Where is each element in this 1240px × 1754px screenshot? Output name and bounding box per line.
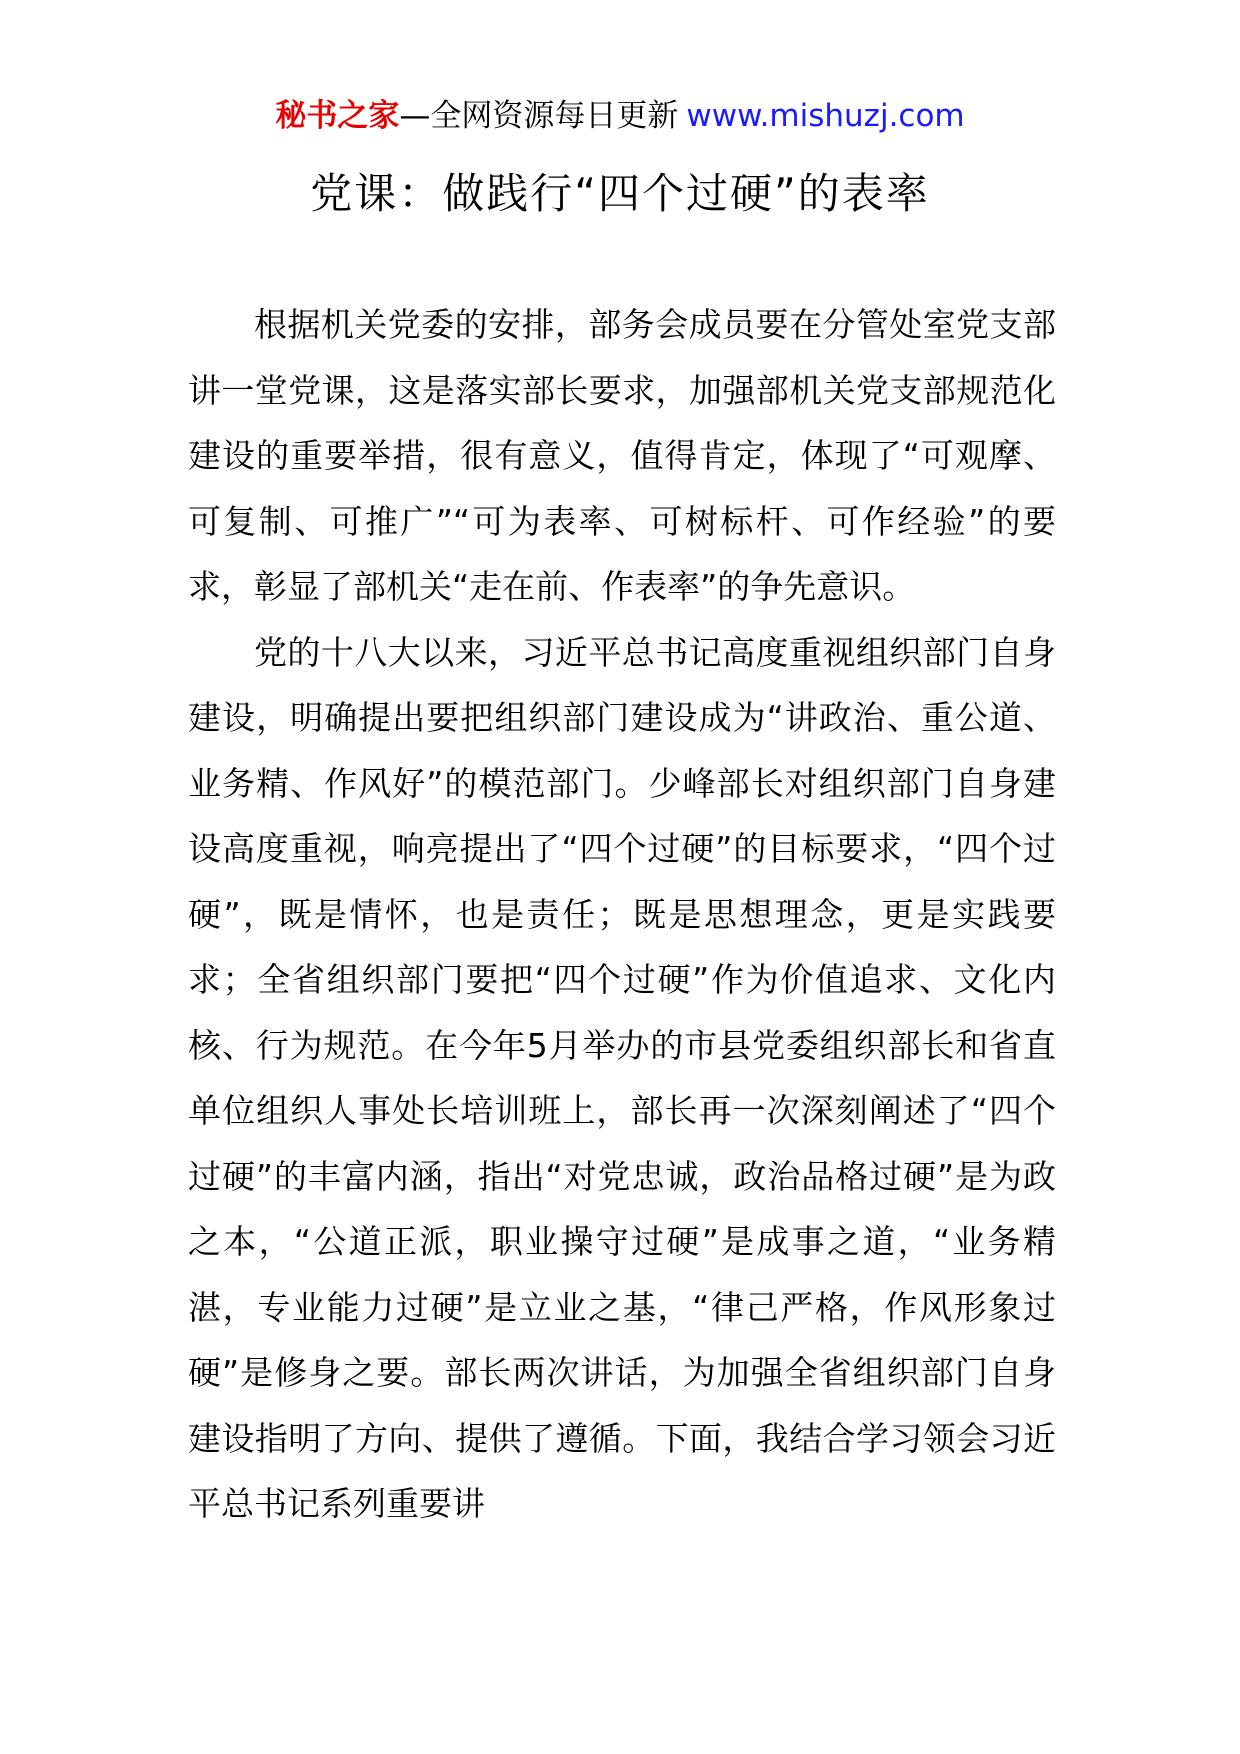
site-brand: 秘书之家: [275, 98, 400, 134]
site-tagline: —全网资源每日更新: [399, 98, 679, 134]
site-url-link[interactable]: www.mishuzj.com: [686, 98, 965, 134]
document-body: [188, 292, 1056, 1537]
body-paragraph: 根据机关党委的安排，部务会成员要在分管处室党支部讲一堂党课，这是落实部长要求，加强部机关党支部规范化建设的重要举措，很有意义，值得肯定，体现了“可观摩、可复制、可推广”“可为表率、可树标杆、可作经验”的要求，彰显了部机关“走在前、作表率”的争先意识。: [188, 305, 1056, 606]
document-title: 党课：做践行“四个过硬”的表率: [310, 169, 930, 218]
site-header: [0, 96, 1240, 136]
body-paragraph: 党的十八大以来，习近平总书记高度重视组织部门自身建设，明确提出要把组织部门建设成为“讲政治、重公道、业务精、作风好”的模范部门。少峰部长对组织部门自身建设高度重视，响亮提出了“四个过硬”的目标要求，“四个过硬”，既是情怀，也是责任；既是思想理念，更是实践要求；全省组织部门要把“四个过硬”作为价值追求、文化内核、行为规范。在今年5月举办的市县党委组织部长和省直单位组织人事处长培训班上，部长再一次深刻阐述了“四个过硬”的丰富内涵，指出“对党忠诚，政治品格过硬”是为政之本，“公道正派，职业操守过硬”是成事之道，“业务精湛，专业能力过硬”是立业之基，“律己严格，作风形象过硬”是修身之要。部长两次讲话，为加强全省组织部门自身建设指明了方向、提供了遵循。下面，我结合学习领会习近平总书记系列重要讲: [188, 632, 1056, 1523]
